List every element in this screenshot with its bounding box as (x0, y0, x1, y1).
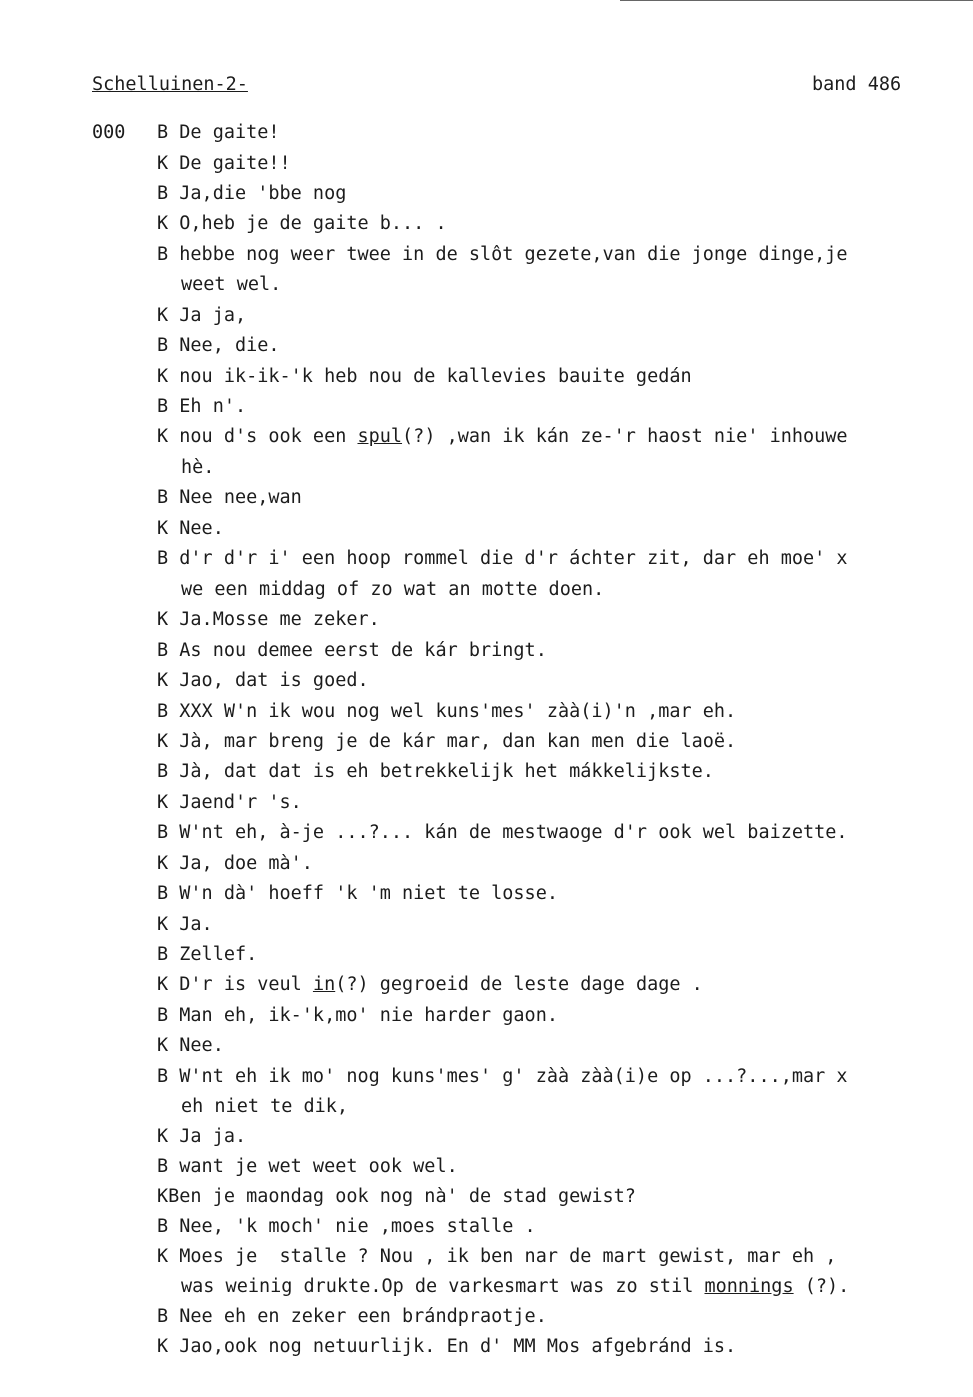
transcript-line: K Jà, mar breng je de kár mar, dan kan men die laoë. (157, 731, 737, 752)
transcript-line: B Nee, 'k moch' nie ,moes stalle . (157, 1216, 536, 1237)
transcript-line: K nou ik-ik-'k heb nou de kallevies bauite gedán (157, 366, 692, 387)
transcript-line: B Nee eh en zeker een brándpraotje. (157, 1306, 547, 1327)
transcript-line: B W'nt eh ik mo' nog kuns'mes' g' zàà zàà(i)e op ...?...,mar x (157, 1066, 848, 1087)
transcript-line: K De gaite!! (157, 153, 291, 174)
transcript-line: weet wel. (181, 274, 282, 295)
transcript-line: B XXX W'n ik wou nog wel kuns'mes' zàà(i)'n ,mar eh. (157, 701, 737, 722)
transcript-line: K Nee. (157, 1035, 224, 1056)
transcript-line: KBen je maondag ook nog nà' de stad gewist? (157, 1186, 636, 1207)
transcript-line: B hebbe nog weer twee in de slôt gezete,van die jonge dinge,je (157, 244, 848, 265)
transcript-line: B Nee, die. (157, 335, 280, 356)
transcript-line: was weinig drukte.Op de varkesmart was zo stil monnings (?). (181, 1276, 850, 1297)
transcript-line: K Jao, dat is goed. (157, 670, 369, 691)
transcript-line: B want je wet weet ook wel. (157, 1156, 458, 1177)
transcript-line: B As nou demee eerst de kár bringt. (157, 640, 547, 661)
transcript-line: B Ja,die 'bbe nog (157, 183, 347, 204)
transcript-line: B Zellef. (157, 944, 258, 965)
transcript-line: eh niet te dik, (181, 1096, 349, 1117)
time-counter: 000 (92, 122, 126, 143)
transcript-line: B W'nt eh, à-je ...?... kán de mestwaoge d'r ook wel baizette. (157, 822, 848, 843)
transcript-line: B Jà, dat dat is eh betrekkelijk het mákkelijkste. (157, 761, 714, 782)
tape-number: band 486 (812, 74, 902, 95)
transcript-line: K Ja. (157, 914, 213, 935)
transcript-line: B W'n dà' hoeff 'k 'm niet te losse. (157, 883, 558, 904)
transcript-line: we een middag of zo wat an motte doen. (181, 579, 605, 600)
transcript-line: K Jao,ook nog netuurlijk. En d' MM Mos afgebránd is. (157, 1336, 737, 1357)
transcript-line: B Eh n'. (157, 396, 247, 417)
transcript-line: K O,heb je de gaite b... . (157, 213, 447, 234)
transcript-line: K D'r is veul in(?) gegroeid de leste dage dage . (157, 974, 703, 995)
transcript-line: hè. (181, 457, 215, 478)
transcript-line: B d'r d'r i' een hoop rommel die d'r áchter zit, dar eh moe' x (157, 548, 848, 569)
transcript-line: B De gaite! (157, 122, 280, 143)
transcript-line: K Moes je stalle ? Nou , ik ben nar de mart gewist, mar eh , (157, 1246, 837, 1267)
transcript-line: K Nee. (157, 518, 224, 539)
transcript-line: K Ja ja, (157, 305, 247, 326)
transcript-line: B Nee nee,wan (157, 487, 302, 508)
transcript-line: K Ja, doe mà'. (157, 853, 313, 874)
transcript-line: K nou d's ook een spul(?) ,wan ik kán ze-'r haost nie' inhouwe (157, 426, 848, 447)
transcript-line: K Ja ja. (157, 1126, 247, 1147)
transcript-line: B Man eh, ik-'k,mo' nie harder gaon. (157, 1005, 558, 1026)
transcript-line: K Jaend'r 's. (157, 792, 302, 813)
document-title: Schelluinen-2- (92, 74, 248, 95)
transcript-line: K Ja.Mosse me zeker. (157, 609, 380, 630)
top-rule (620, 0, 973, 1)
